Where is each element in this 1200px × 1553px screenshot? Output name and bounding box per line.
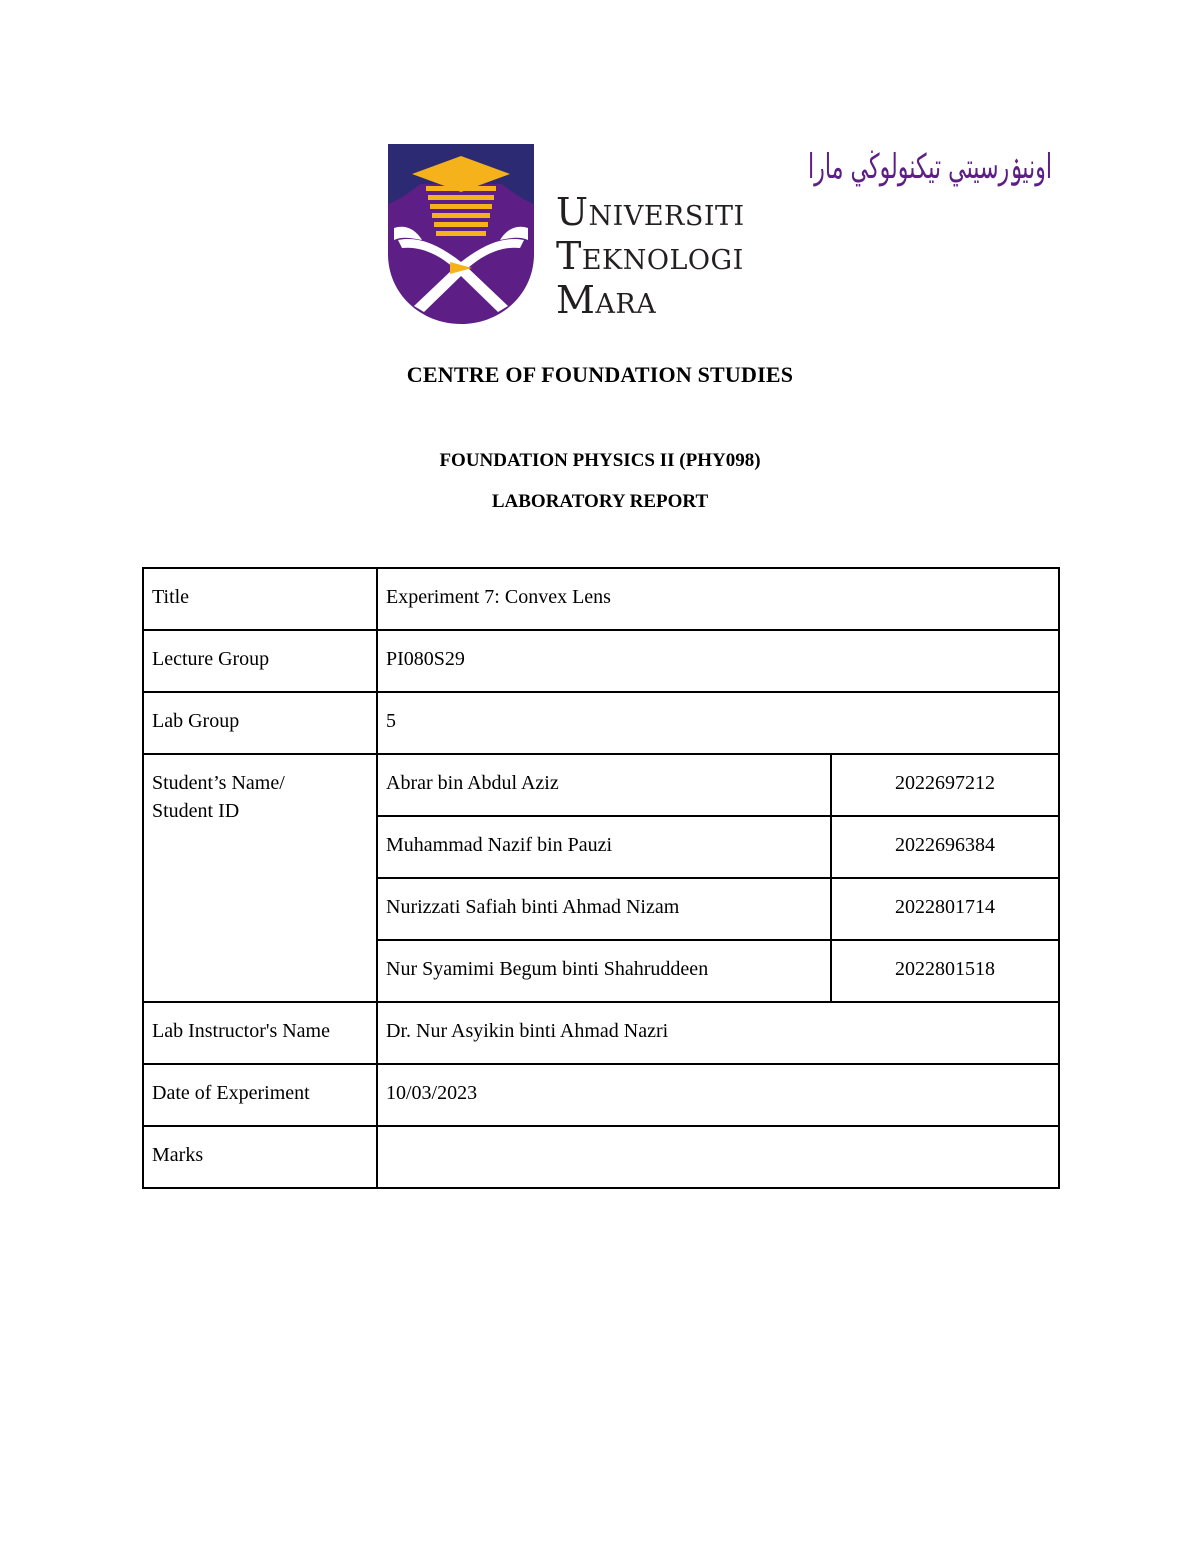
course-title: FOUNDATION PHYSICS II (PHY098) <box>439 450 761 471</box>
student-id: 2022801714 <box>831 878 1059 940</box>
table-row-lab-group <box>143 692 1059 754</box>
university-wordmark <box>556 190 818 322</box>
jawi-text: اونيۏرسيتي تيكنولوڬي مارا <box>808 147 1052 187</box>
lab-group-label: Lab Group <box>143 692 377 754</box>
student-name: Abrar bin Abdul Aziz <box>377 754 831 816</box>
instructor-value: Dr. Nur Asyikin binti Ahmad Nazri <box>377 1002 1059 1064</box>
marks-value <box>377 1126 1059 1188</box>
report-title: LABORATORY REPORT <box>491 491 709 512</box>
jawi-script-name <box>560 142 1052 190</box>
table-row-student <box>143 754 1059 816</box>
wordmark-line-1: Universiti <box>556 190 745 234</box>
student-name: Nurizzati Safiah binti Ahmad Nizam <box>377 878 831 940</box>
students-label: Student’s Name/ Student ID <box>143 754 377 1002</box>
report-info-table <box>142 567 1060 1189</box>
date-label: Date of Experiment <box>143 1064 377 1126</box>
table-row-instructor <box>143 1002 1059 1064</box>
table-row-date <box>143 1064 1059 1126</box>
student-id: 2022801518 <box>831 940 1059 1002</box>
title-value: Experiment 7: Convex Lens <box>377 568 1059 630</box>
lecture-group-value: PI080S29 <box>377 630 1059 692</box>
wordmark-line-2: Teknologi <box>556 234 744 278</box>
centre-title: CENTRE OF FOUNDATION STUDIES <box>406 362 794 387</box>
uitm-logo <box>388 142 1052 324</box>
table-row-marks <box>143 1126 1059 1188</box>
wordmark-line-3: Mara <box>556 278 657 322</box>
date-value: 10/03/2023 <box>377 1064 1059 1126</box>
table-row-title <box>143 568 1059 630</box>
title-label: Title <box>143 568 377 630</box>
instructor-label: Lab Instructor's Name <box>143 1002 377 1064</box>
uitm-shield-emblem <box>388 144 534 324</box>
student-name: Nur Syamimi Begum binti Shahruddeen <box>377 940 831 1002</box>
lecture-group-label: Lecture Group <box>143 630 377 692</box>
lab-group-value: 5 <box>377 692 1059 754</box>
student-name: Muhammad Nazif bin Pauzi <box>377 816 831 878</box>
student-id: 2022696384 <box>831 816 1059 878</box>
student-id: 2022697212 <box>831 754 1059 816</box>
table-row-lecture-group <box>143 630 1059 692</box>
marks-label: Marks <box>143 1126 377 1188</box>
